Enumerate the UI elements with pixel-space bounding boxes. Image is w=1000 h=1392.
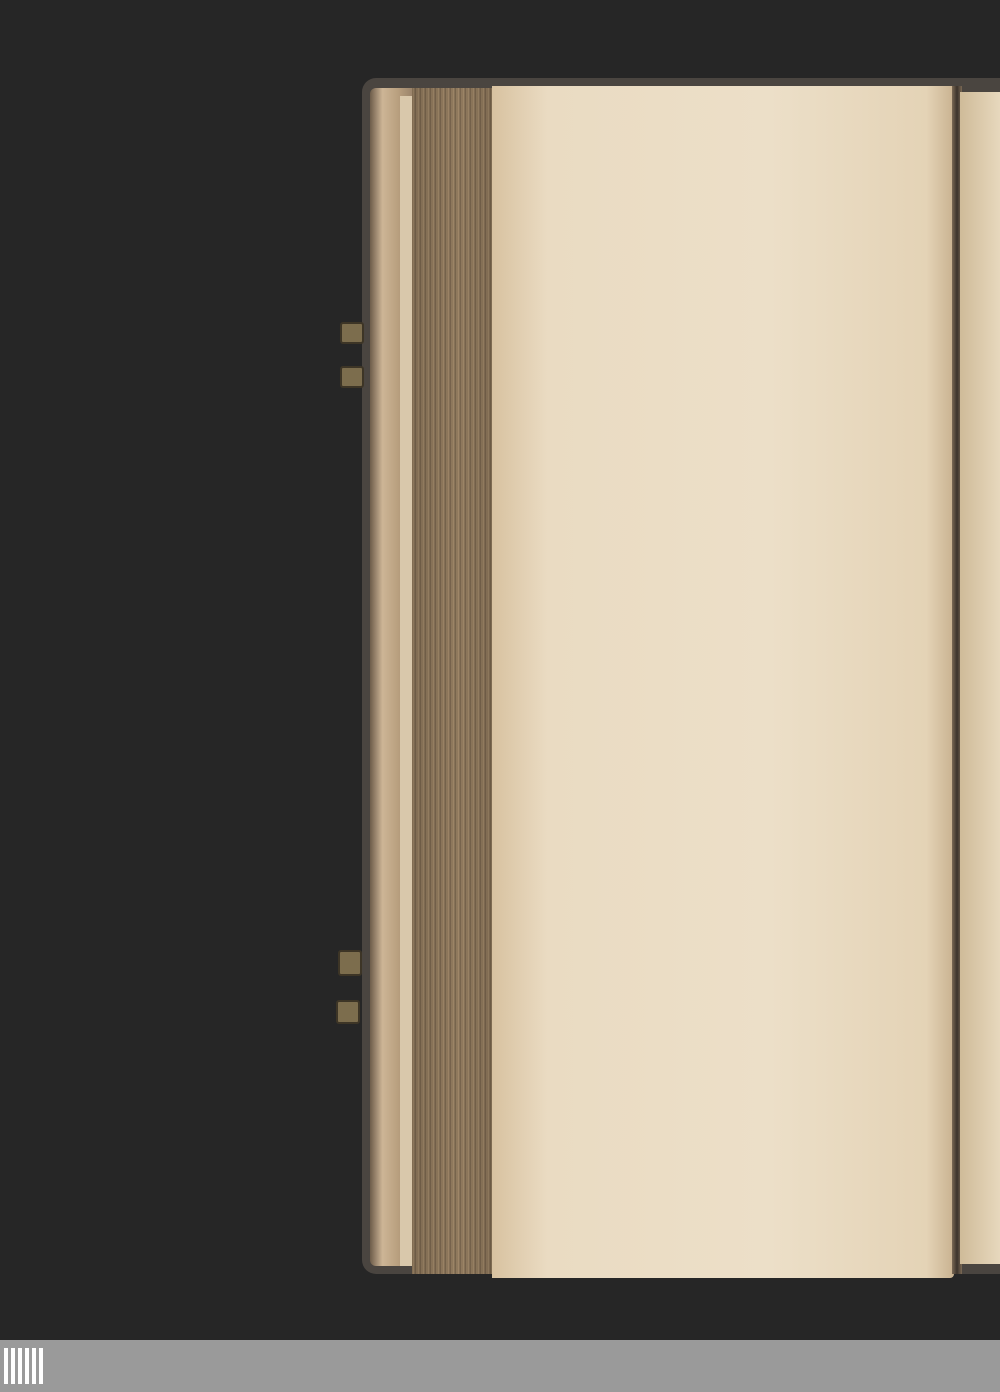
clasp-icon bbox=[340, 366, 364, 388]
clasp-icon bbox=[338, 950, 362, 976]
dorothea-paragraph bbox=[566, 180, 958, 182]
library-logo-icon bbox=[2, 1344, 46, 1388]
recto-page bbox=[960, 92, 1000, 1264]
page-text bbox=[566, 128, 958, 182]
footer-banner bbox=[0, 1340, 1000, 1392]
verso-page bbox=[492, 86, 954, 1278]
clasp-icon bbox=[340, 322, 364, 344]
clasp-icon bbox=[336, 1000, 360, 1024]
